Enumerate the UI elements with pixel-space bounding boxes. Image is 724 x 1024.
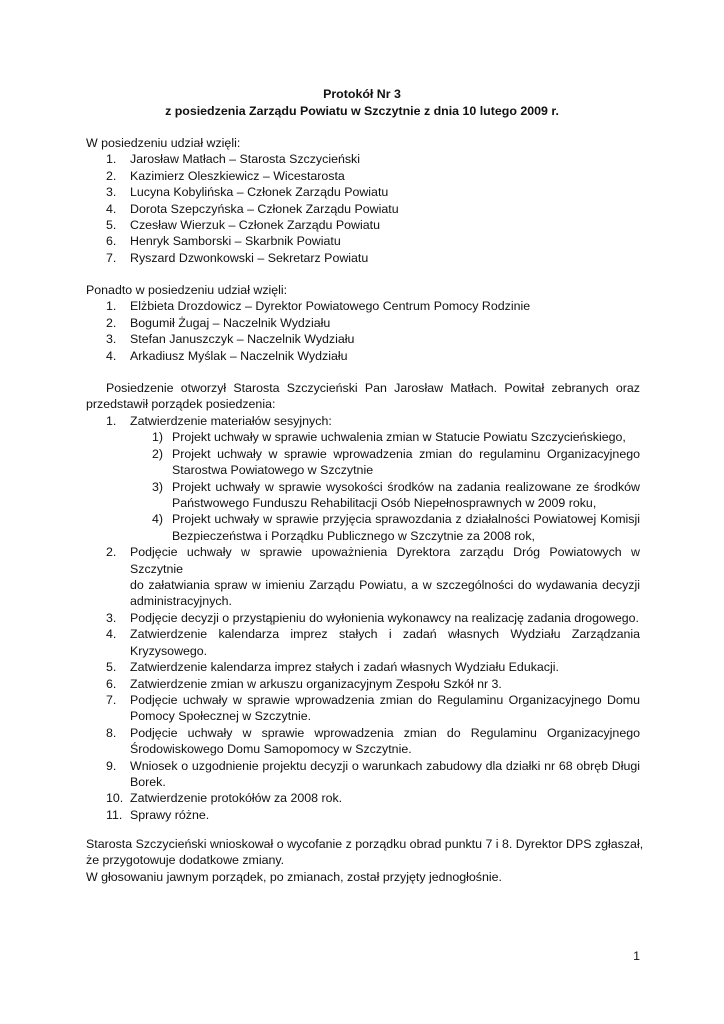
agenda-item: 10. Zatwierdzenie protokółów za 2008 rok. bbox=[106, 791, 343, 806]
document-subtitle: z posiedzenia Zarządu Powiatu w Szczytnie z dnia 10 lutego 2009 r. bbox=[165, 104, 559, 118]
agenda-item: 6. Zatwierdzenie zmian w arkuszu organizacyjnym Zespołu Szkół nr 3. bbox=[106, 676, 502, 691]
attendees-section bbox=[86, 135, 640, 266]
agenda-item: 5. Zatwierdzenie kalendarza imprez stałych i zadań własnych Wydziału Edukacji. bbox=[106, 660, 559, 675]
list-item: 3. Lucyna Kobylińska – Członek Zarządu Powiatu bbox=[106, 185, 389, 200]
list-item: 4. Dorota Szepczyńska – Członek Zarządu Powiatu bbox=[106, 201, 399, 216]
agenda-item: 2. Podjęcie uchwały w sprawie upoważnienia Dyrektora zarządu Dróg Powiatowych w Szczytnie do załatwiania spraw w imieniu Zarządu Powiatu, a w szczególności do wydawania decyzji administracyjnych. bbox=[106, 545, 640, 609]
attendees-heading: W posiedzeniu udział wzięli: bbox=[86, 136, 241, 150]
closing-paragraph: Starosta Szczycieński wnioskował o wycofanie z porządku obrad punktu 7 i 8. Dyrektor DPS zgłaszał, że przygotowuje dodatkowe zmiany. W głosowaniu jawnym porządek, po zmianach, został przyjęty jednogłośnie. bbox=[86, 837, 644, 884]
list-item: 1. Jarosław Matłach – Starosta Szczycieński bbox=[106, 152, 361, 167]
others-section bbox=[86, 282, 640, 364]
document-title: Protokół Nr 3 bbox=[323, 87, 401, 101]
list-item: 6. Henryk Samborski – Skarbnik Powiatu bbox=[106, 234, 341, 249]
agenda-list bbox=[86, 413, 640, 823]
agenda-item: 3. Podjęcie decyzji o przystąpieniu do wyłonienia wykonawcy na realizację zadania drogowego. bbox=[106, 610, 639, 625]
agenda-item: 7. Podjęcie uchwały w sprawie wprowadzenia zmian do Regulaminu Organizacyjnego Domu Pomocy Społecznej w Szczytnie. bbox=[106, 692, 640, 724]
agenda-item: 11. Sprawy różne. bbox=[106, 807, 210, 822]
agenda-subitem: 4) Projekt uchwały w sprawie przyjęcia sprawozdania z działalności Powiatowej Komisji Bezpieczeństwa i Porządku Publicznego w Szczytnie za 2008 rok, bbox=[152, 512, 640, 543]
opening-paragraph: Posiedzenie otworzył Starosta Szczycieński Pan Jarosław Matłach. Powitał zebranych oraz przedstawił porządek posiedzenia: bbox=[86, 381, 640, 412]
agenda-subitem: 1) Projekt uchwały w sprawie uchwalenia zmian w Statucie Powiatu Szczycieńskiego, bbox=[152, 430, 626, 445]
agenda-subitem: 3) Projekt uchwały w sprawie wysokości środków na zadania realizowane ze środków Państwowego Funduszu Rehabilitacji Osób Niepełnosprawnych w 2009 roku, bbox=[152, 479, 640, 511]
list-item: 7. Ryszard Dzwonkowski – Sekretarz Powiatu bbox=[106, 250, 369, 265]
list-item: 3. Stefan Januszczyk – Naczelnik Wydziału bbox=[106, 332, 355, 347]
list-item: 2. Bogumił Żugaj – Naczelnik Wydziału bbox=[106, 315, 331, 330]
agenda-item: 8. Podjęcie uchwały w sprawie wprowadzenia zmian do Regulaminu Organizacyjnego Środowiskowego Domu Samopomocy w Szczytnie. bbox=[106, 725, 640, 757]
list-item: 1. Elżbieta Drozdowicz – Dyrektor Powiatowego Centrum Pomocy Rodzinie bbox=[106, 299, 531, 314]
list-item: 4. Arkadiusz Myślak – Naczelnik Wydziału bbox=[106, 348, 348, 363]
page-number: 1 bbox=[633, 949, 640, 963]
others-heading: Ponadto w posiedzeniu udział wzięli: bbox=[86, 283, 288, 297]
list-item: 5. Czesław Wierzuk – Członek Zarządu Powiatu bbox=[106, 218, 380, 233]
agenda-item: 9. Wniosek o uzgodnienie projektu decyzji o warunkach zabudowy dla działki nr 68 obręb Długi Borek. bbox=[106, 758, 640, 789]
agenda-subitem: 2) Projekt uchwały w sprawie wprowadzenia zmian do regulaminu Organizacyjnego Starostwa Powiatowego w Szczytnie bbox=[152, 446, 640, 478]
agenda-item: 1. Zatwierdzenie materiałów sesyjnych: bbox=[106, 414, 332, 428]
list-item: 2. Kazimierz Oleszkiewicz – Wicestarosta bbox=[106, 168, 345, 183]
agenda-item: 4. Zatwierdzenie kalendarza imprez stałych i zadań własnych Wydziału Zarządzania Kryzysowego. bbox=[106, 627, 640, 658]
